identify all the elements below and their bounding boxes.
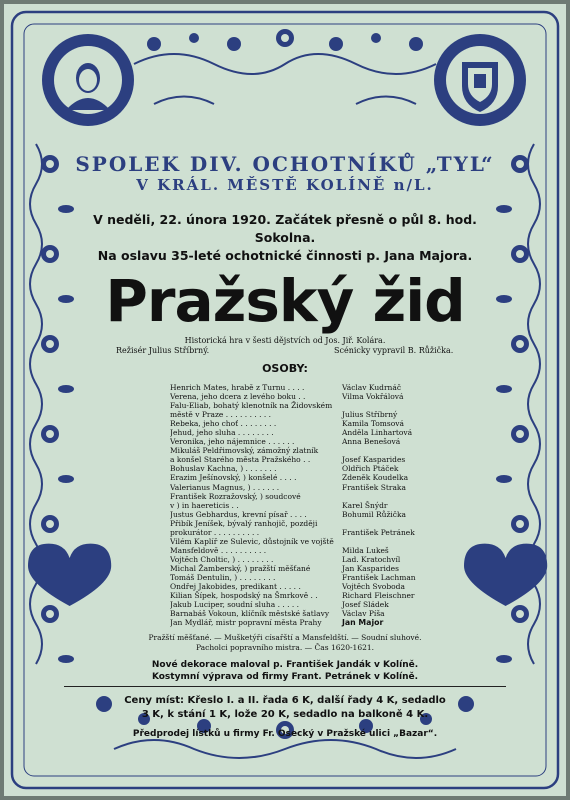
cast-row: Vojtěch Choltic, ) . . . . . . . . Lad. Kratochvíl bbox=[170, 554, 401, 564]
cast-row: Erazim Ješínovský, ) konšelé . . . . Zdeněk Koudelka bbox=[170, 473, 409, 483]
prices-line-1: Ceny míst: Křeslo I. a II. řada 6 K, další řady 4 K, sedadlo bbox=[124, 695, 446, 706]
cast-row: Mansfeldově . . . . . . . . . . Milda Lukeš bbox=[170, 545, 389, 555]
presale-info: Předprodej lístků u firmy Fr. Osecký v Pražské ulici „Bazar“. bbox=[132, 729, 438, 739]
cast-row: Verena, jeho dcera z levého boku . . Vilma Vokřálová bbox=[170, 392, 404, 402]
play-scenery: Scénicky vypravil B. Růžička. bbox=[334, 346, 454, 355]
cast-row: městě v Praze . . . . . . . . . . Julius Stříbrný bbox=[170, 410, 398, 420]
cast-row: Barnabáš Vokoun, klíčník městské šatlavy Václav Píša bbox=[170, 609, 385, 619]
society-name: SPOLEK DIV. OCHOTNÍKŮ „TYL“ bbox=[75, 152, 495, 176]
cast-row: Michal Žamberský, ) pražští měšťané Jan Kasparides bbox=[170, 563, 399, 573]
cast-row: Jehud, jeho sluha . . . . . . . . Anděla Linhartová bbox=[170, 428, 413, 438]
cast-row: Vilém Kaplíř ze Sulevic, důstojník ve vojště bbox=[170, 536, 334, 546]
cast-row: Tomáš Dentulin, ) . . . . . . . . František Lachman bbox=[170, 572, 416, 582]
cast-heading: OSOBY: bbox=[262, 362, 308, 375]
cast-row: Kilian Šípek, hospodský na Šmrkově . . Richard Fleischner bbox=[170, 591, 415, 601]
credits-line-2: Kostymní výprava od firmy Frant. Petránek v Kolíně. bbox=[151, 672, 419, 682]
cast-row: Veronika, jeho nájemnice . . . . . . Anna Benešová bbox=[170, 437, 401, 447]
play-title: Pražský žid bbox=[105, 267, 465, 335]
cast-row: Henrich Mates, hrabě z Turnu . . . . Václav Kudrnáč bbox=[170, 383, 402, 392]
cast-list bbox=[170, 383, 440, 627]
event-occasion: Na oslavu 35-leté ochotnické činnosti p. Jana Majora. bbox=[97, 248, 473, 263]
credits-line-1: Nové dekorace maloval p. František Jandák v Kolíně. bbox=[151, 660, 419, 670]
cast-row: Valerianus Magnus, ) . . . . . . František Straka bbox=[170, 482, 406, 492]
prices-line-2: 3 K, k stání 1 K, lože 20 K, sedadlo na balkoně 4 K. bbox=[141, 709, 429, 720]
corner-heart-right bbox=[464, 544, 547, 606]
corner-heart-left bbox=[28, 544, 111, 606]
divider bbox=[64, 686, 506, 687]
notes-line-2: Pacholci popravního mistra. — Čas 1620-1621. bbox=[195, 643, 375, 652]
cast-row: Falu-Eliab, bohatý klenotník na Židovském bbox=[170, 401, 333, 411]
cast-row: v ) in haereticis . . Karel Šnýdr bbox=[170, 500, 388, 510]
event-venue: Sokolna. bbox=[254, 230, 316, 245]
play-director: Režisér Julius Stříbrný. bbox=[116, 346, 210, 355]
cast-row: Bohuslav Kachna, ) . . . . . . . Oldřich Ptáček bbox=[170, 464, 399, 474]
cast-row: Jan Mydlář, mistr popravní města Prahy Jan Major bbox=[170, 618, 384, 628]
cast-row: Ondřej Jakobides, predikant . . . . . Vojtěch Svoboda bbox=[170, 582, 405, 592]
coat-of-arms-medallion bbox=[434, 34, 526, 126]
cast-row: a konšel Starého města Pražského . . Josef Kasparides bbox=[170, 455, 406, 465]
poster bbox=[4, 4, 566, 796]
society-town: V KRÁL. MĚSTĚ KOLÍNĚ n/L. bbox=[136, 176, 434, 194]
cast-row: Mikuláš Peldřimovský, zámožný zlatník bbox=[170, 446, 319, 456]
cast-row: Přibík Jeníšek, bývalý ranhojič, později bbox=[170, 518, 318, 528]
portrait-medallion bbox=[42, 34, 134, 126]
cast-row: Rebeka, jeho choť . . . . . . . . Kamila Tomsová bbox=[170, 419, 404, 429]
cast-row: František Rozražovský, ) soudcové bbox=[170, 491, 301, 501]
cast-row: Jakub Luciper, soudní sluha . . . . . Josef Sládek bbox=[170, 600, 389, 610]
play-subtitle: Historická hra v šesti dějstvích od Jos. Jiř. Kolára. bbox=[184, 336, 386, 345]
cast-row: Justus Gebhardus, krevní písař . . . . Bohumil Růžička bbox=[170, 509, 407, 519]
notes-line-1: Pražští měšťané. — Mušketýři císařští a Mansfeldští. — Soudní sluhové. bbox=[148, 633, 422, 642]
event-date: V neděli, 22. února 1920. Začátek přesně o půl 8. hod. bbox=[93, 212, 477, 227]
cast-row: prokurátor . . . . . . . . . . František Petránek bbox=[170, 527, 415, 537]
